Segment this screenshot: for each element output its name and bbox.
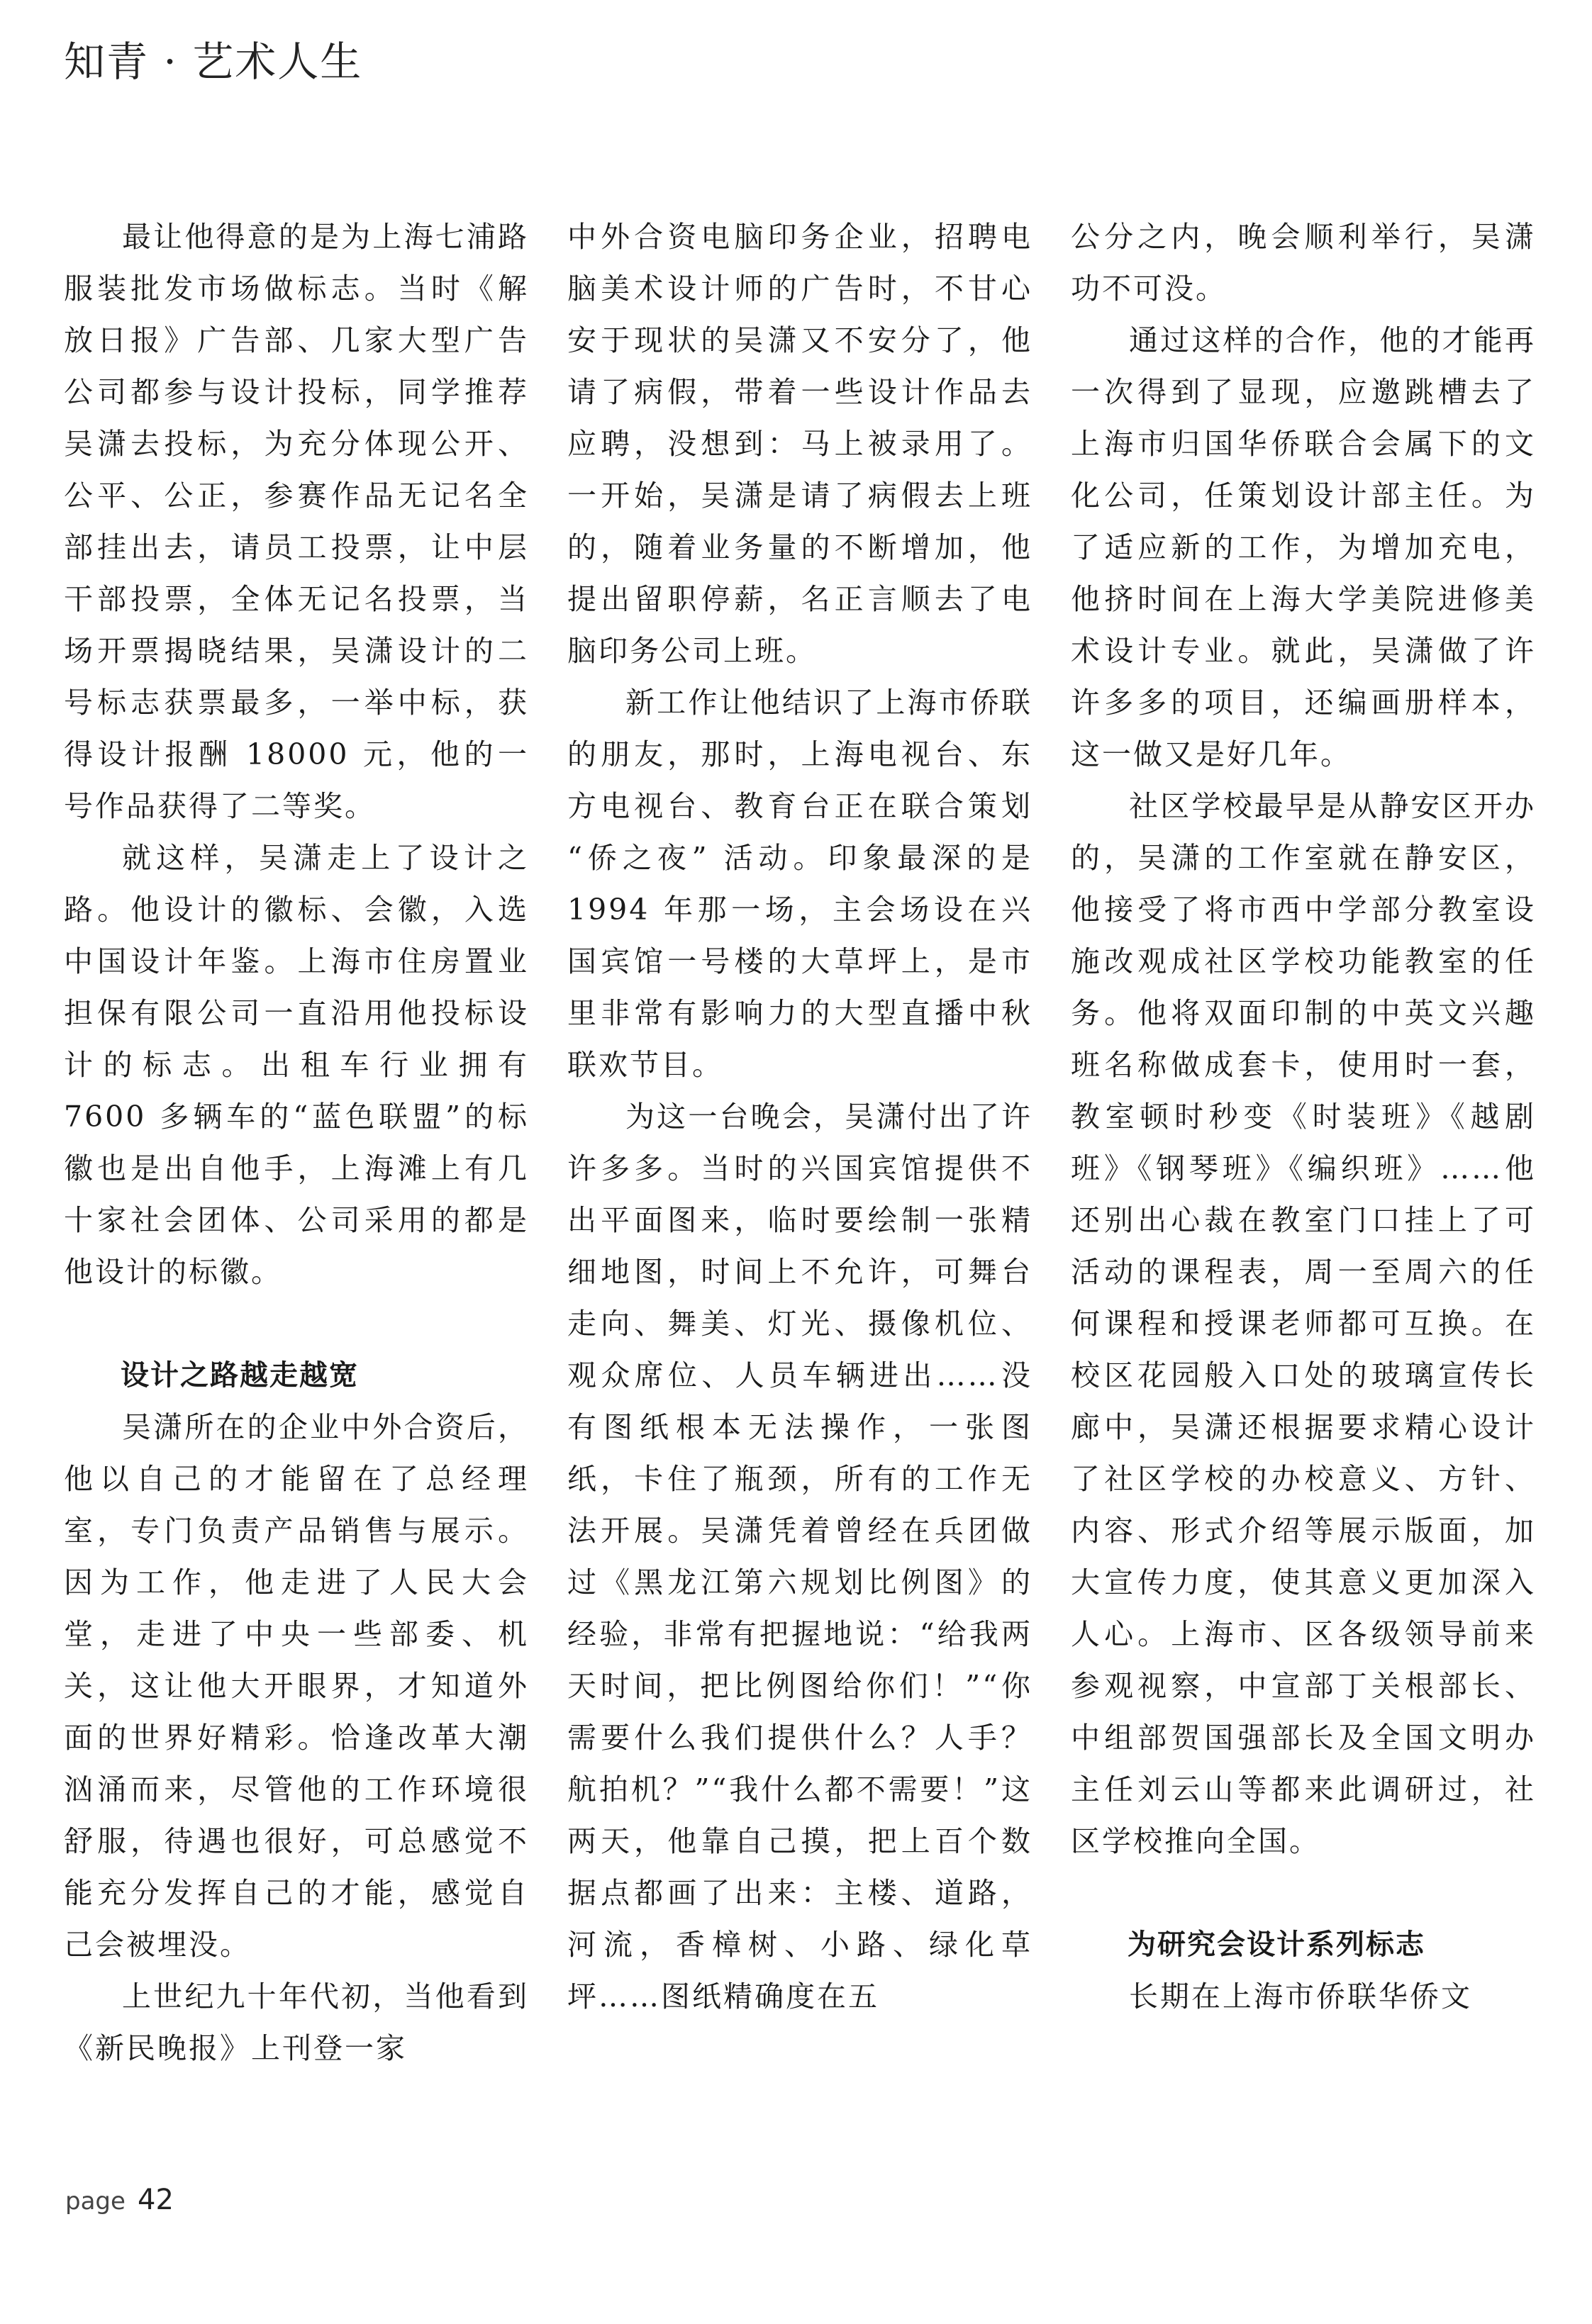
page-number: 42 <box>138 2184 174 2216</box>
paragraph: 上世纪九十年代初，当他看到《新民晚报》上刊登一家 <box>64 1979 529 2065</box>
paragraph: 最让他得意的是为上海七浦路服装批发市场做标志。当时《解放日报》广告部、几家大型广告公司都参与设计投标，同学推荐吴潇去投标，为充分体现公开、公平、公正，参赛作品无记名全部挂出去，请员工投票，让中层干部投票，全体无记名投票，当场开票揭晓结果，吴潇设计的二号标志获票最多，一举中标，获得设计报酬 18000 元，他的一号作品获得了二等奖。 <box>64 220 529 823</box>
paragraph: 为这一台晚会，吴潇付出了许许多多。当时的兴国宾馆提供不出平面图来，临时要绘制一张精细地图，时间上不允许，可舞台走向、舞美、灯光、摄像机位、观众席位、人员车辆进出……没有图纸根本无法操作，一张图纸，卡住了瓶颈，所有的工作无法开展。吴潇凭着曾经在兵团做过《黑龙江第六规划比例图》的经验，非常有把握地说：“给我两天时间，把比例图给你们！”“你需要什么我们提供什么？人手？航拍机？”“我什么都不需要！”这两天，他靠自己摸，把上百个数据点都画了出来：主楼、道路，河流，香樟树、小路、绿化草坪……图纸精确度在五 <box>567 1100 1032 2013</box>
page-label: page <box>65 2187 126 2216</box>
paragraph: 新工作让他结识了上海市侨联的朋友，那时，上海电视台、东方电视台、教育台正在联合策划 “侨之夜” 活动。印象最深的是 1994 年那一场，主会场设在兴国宾馆一号楼的大草坪上，是市里非常有影响力的大型直播中秋联欢节目。 <box>567 686 1032 1082</box>
paragraph: 长期在上海市侨联华侨文 <box>1129 1979 1472 2013</box>
paragraph: 社区学校最早是从静安区开办的，吴潇的工作室就在静安区，他接受了将市西中学部分教室设施改观成社区学校功能教室的任务。他将双面印制的中英文兴趣班名称做成套卡，使用时一套，教室顿时秒变《时装班》《越剧班》《钢琴班》《编织班》……他还别出心裁在教室门口挂上了可活动的课程表，周一至周六的任何课程和授课老师都可互换。在校区花园般入口处的玻璃宣传长廊中，吴潇还根据要求精心设计了社区学校的办校意义、方针、内容、形式介绍等展示版面，加大宣传力度，使其意义更加深入人心。上海市、区各级领导前来参观视察，中宣部丁关根部长、中组部贺国强部长及全国文明办主任刘云山等都来此调研过，社区学校推向全国。 <box>1071 789 1536 1858</box>
column-1 <box>64 211 529 2074</box>
running-head: 知青 · 艺术人生 <box>64 38 363 86</box>
column-2 <box>567 211 1032 2023</box>
paragraph-continued: 中外合资电脑印务企业，招聘电脑美术设计师的广告时，不甘心安于现状的吴潇又不安分了，他请了病假，带着一些设计作品去应聘，没想到：马上被录用了。一开始，吴潇是请了病假去上班的，随着业务量的不断增加，他提出留职停薪，名正言顺去了电脑印务公司上班。 <box>567 220 1032 668</box>
paragraph: 通过这样的合作，他的才能再一次得到了显现，应邀跳槽去了上海市归国华侨联合会属下的文化公司，任策划设计部主任。为了适应新的工作，为增加充电，他挤时间在上海大学美院进修美术设计专业。就此，吴潇做了许许多多的项目，还编画册样本，这一做又是好几年。 <box>1071 323 1536 771</box>
paragraph: 就这样，吴潇走上了设计之路。他设计的徽标、会徽，入选中国设计年鉴。上海市住房置业担保有限公司一直沿用他投标设计的标志。出租车行业拥有 7600 多辆车的“蓝色联盟”的标徽也是出自他手，上海滩上有几十家社会团体、公司采用的都是他设计的标徽。 <box>64 841 529 1289</box>
section-title: 设计之路越走越宽 <box>121 1359 359 1392</box>
section-title: 为研究会设计系列标志 <box>1128 1928 1425 1961</box>
section-gap <box>1071 1867 1536 1919</box>
page-footer <box>65 2184 174 2216</box>
paragraph-continued: 公分之内，晚会顺利举行，吴潇功不可没。 <box>1071 220 1536 306</box>
column-3 <box>1071 211 1536 2023</box>
section-gap <box>64 1298 529 1350</box>
paragraph: 吴潇所在的企业中外合资后，他以自己的才能留在了总经理室，专门负责产品销售与展示。因为工作，他走进了人民大会堂，走进了中央一些部委、机关，这让他大开眼界，才知道外面的世界好精彩。恰逢改革大潮汹涌而来，尽管他的工作环境很舒服，待遇也很好，可总感觉不能充分发挥自己的才能，感觉自己会被埋没。 <box>64 1410 529 1962</box>
